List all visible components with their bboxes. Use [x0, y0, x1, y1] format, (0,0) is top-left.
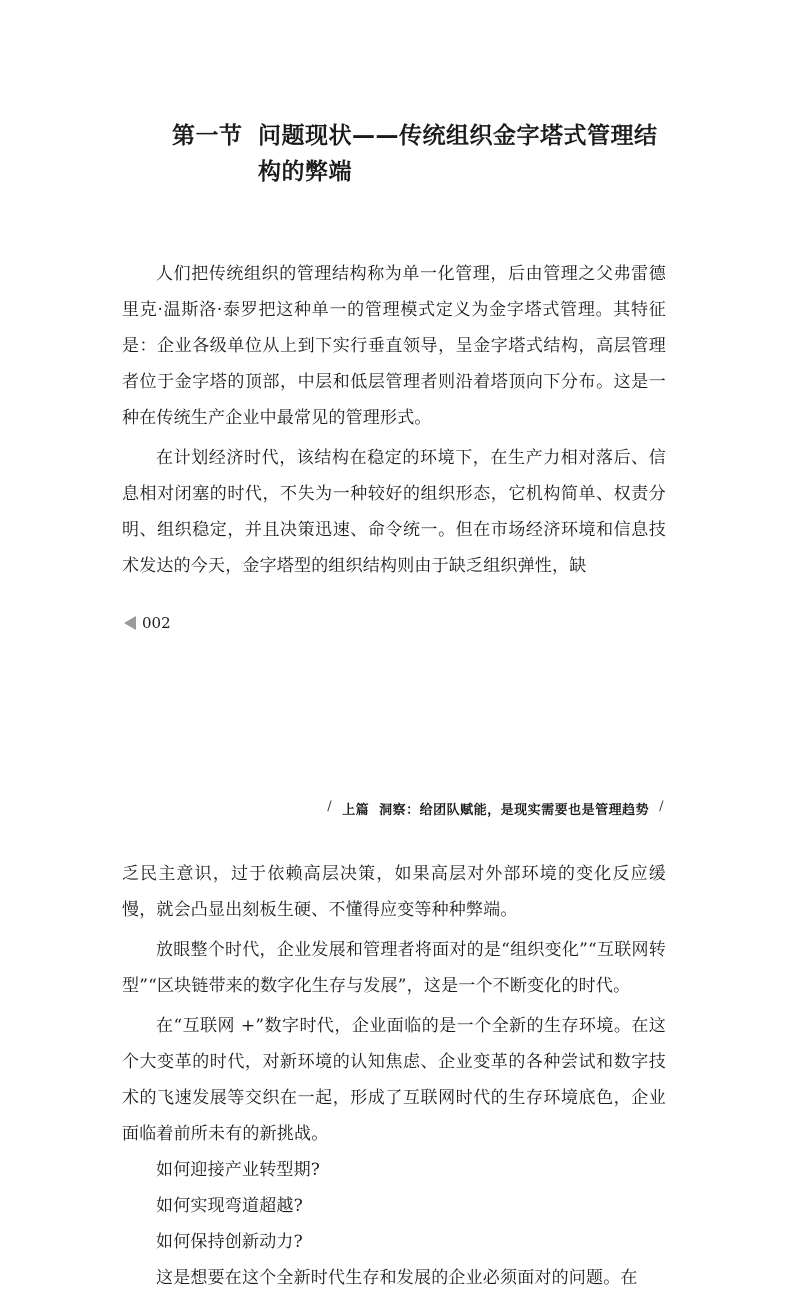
header-slash-left: / [327, 799, 333, 814]
page-number [124, 614, 171, 632]
bottom-body-text [122, 856, 666, 1296]
question-item: 如何实现弯道超越? [156, 1196, 303, 1216]
left-triangle-icon [124, 616, 136, 630]
header-part: 上篇 [342, 803, 370, 818]
section-number: 第一节 [172, 123, 243, 149]
section-heading [172, 118, 672, 190]
header-title: 洞察：给团队赋能，是现实需要也是管理趋势 [379, 803, 650, 818]
paragraph: 在“互联网 +”数字时代，企业面临的是一个全新的生存环境。在这个大变革的时代，对新环境的认知焦虑、企业变革的各种尝试和数字技术的飞速发展等交织在一起，形成了互联网时代的生存环境底色，企业面临着前所未有的新挑战。 [122, 1016, 666, 1144]
paragraph: 在计划经济时代，该结构在稳定的环境下，在生产力相对落后、信息相对闭塞的时代，不失为一种较好的组织形态，它机构简单、权责分明、组织稳定，并且决策迅速、命令统一。但在市场经济环境和信息技术发达的今天，金字塔型的组织结构则由于缺乏组织弹性，缺 [122, 448, 666, 576]
page-bottom [0, 660, 790, 1288]
question-item: 如何保持创新动力? [156, 1232, 303, 1252]
section-title: 问题现状——传统组织金字塔式管理结构的弊端 [258, 123, 658, 185]
question-item: 如何迎接产业转型期? [156, 1160, 321, 1180]
continued-paragraph: 乏民主意识，过于依赖高层决策，如果高层对外部环境的变化反应缓慢，就会凸显出刻板生硬、不懂得应变等种种弊端。 [122, 864, 666, 920]
paragraph: 放眼整个时代，企业发展和管理者将面对的是“组织变化”“互联网转型”“区块链带来的数字化生存与发展”，这是一个不断变化的时代。 [122, 940, 666, 996]
running-header [327, 799, 664, 818]
top-body-text [122, 256, 666, 584]
paragraph: 人们把传统组织的管理结构称为单一化管理，后由管理之父弗雷德里克·温斯洛·泰罗把这种单一的管理模式定义为金字塔式管理。其特征是：企业各级单位从上到下实行垂直领导，呈金字塔式结构，高层管理者位于金字塔的顶部，中层和低层管理者则沿着塔顶向下分布。这是一种在传统生产企业中最常见的管理形式。 [122, 264, 666, 428]
header-slash-right: / [659, 799, 664, 814]
paragraph: 这是想要在这个全新时代生存和发展的企业必须面对的问题。在 [156, 1268, 638, 1288]
page-number-text: 002 [142, 614, 171, 632]
